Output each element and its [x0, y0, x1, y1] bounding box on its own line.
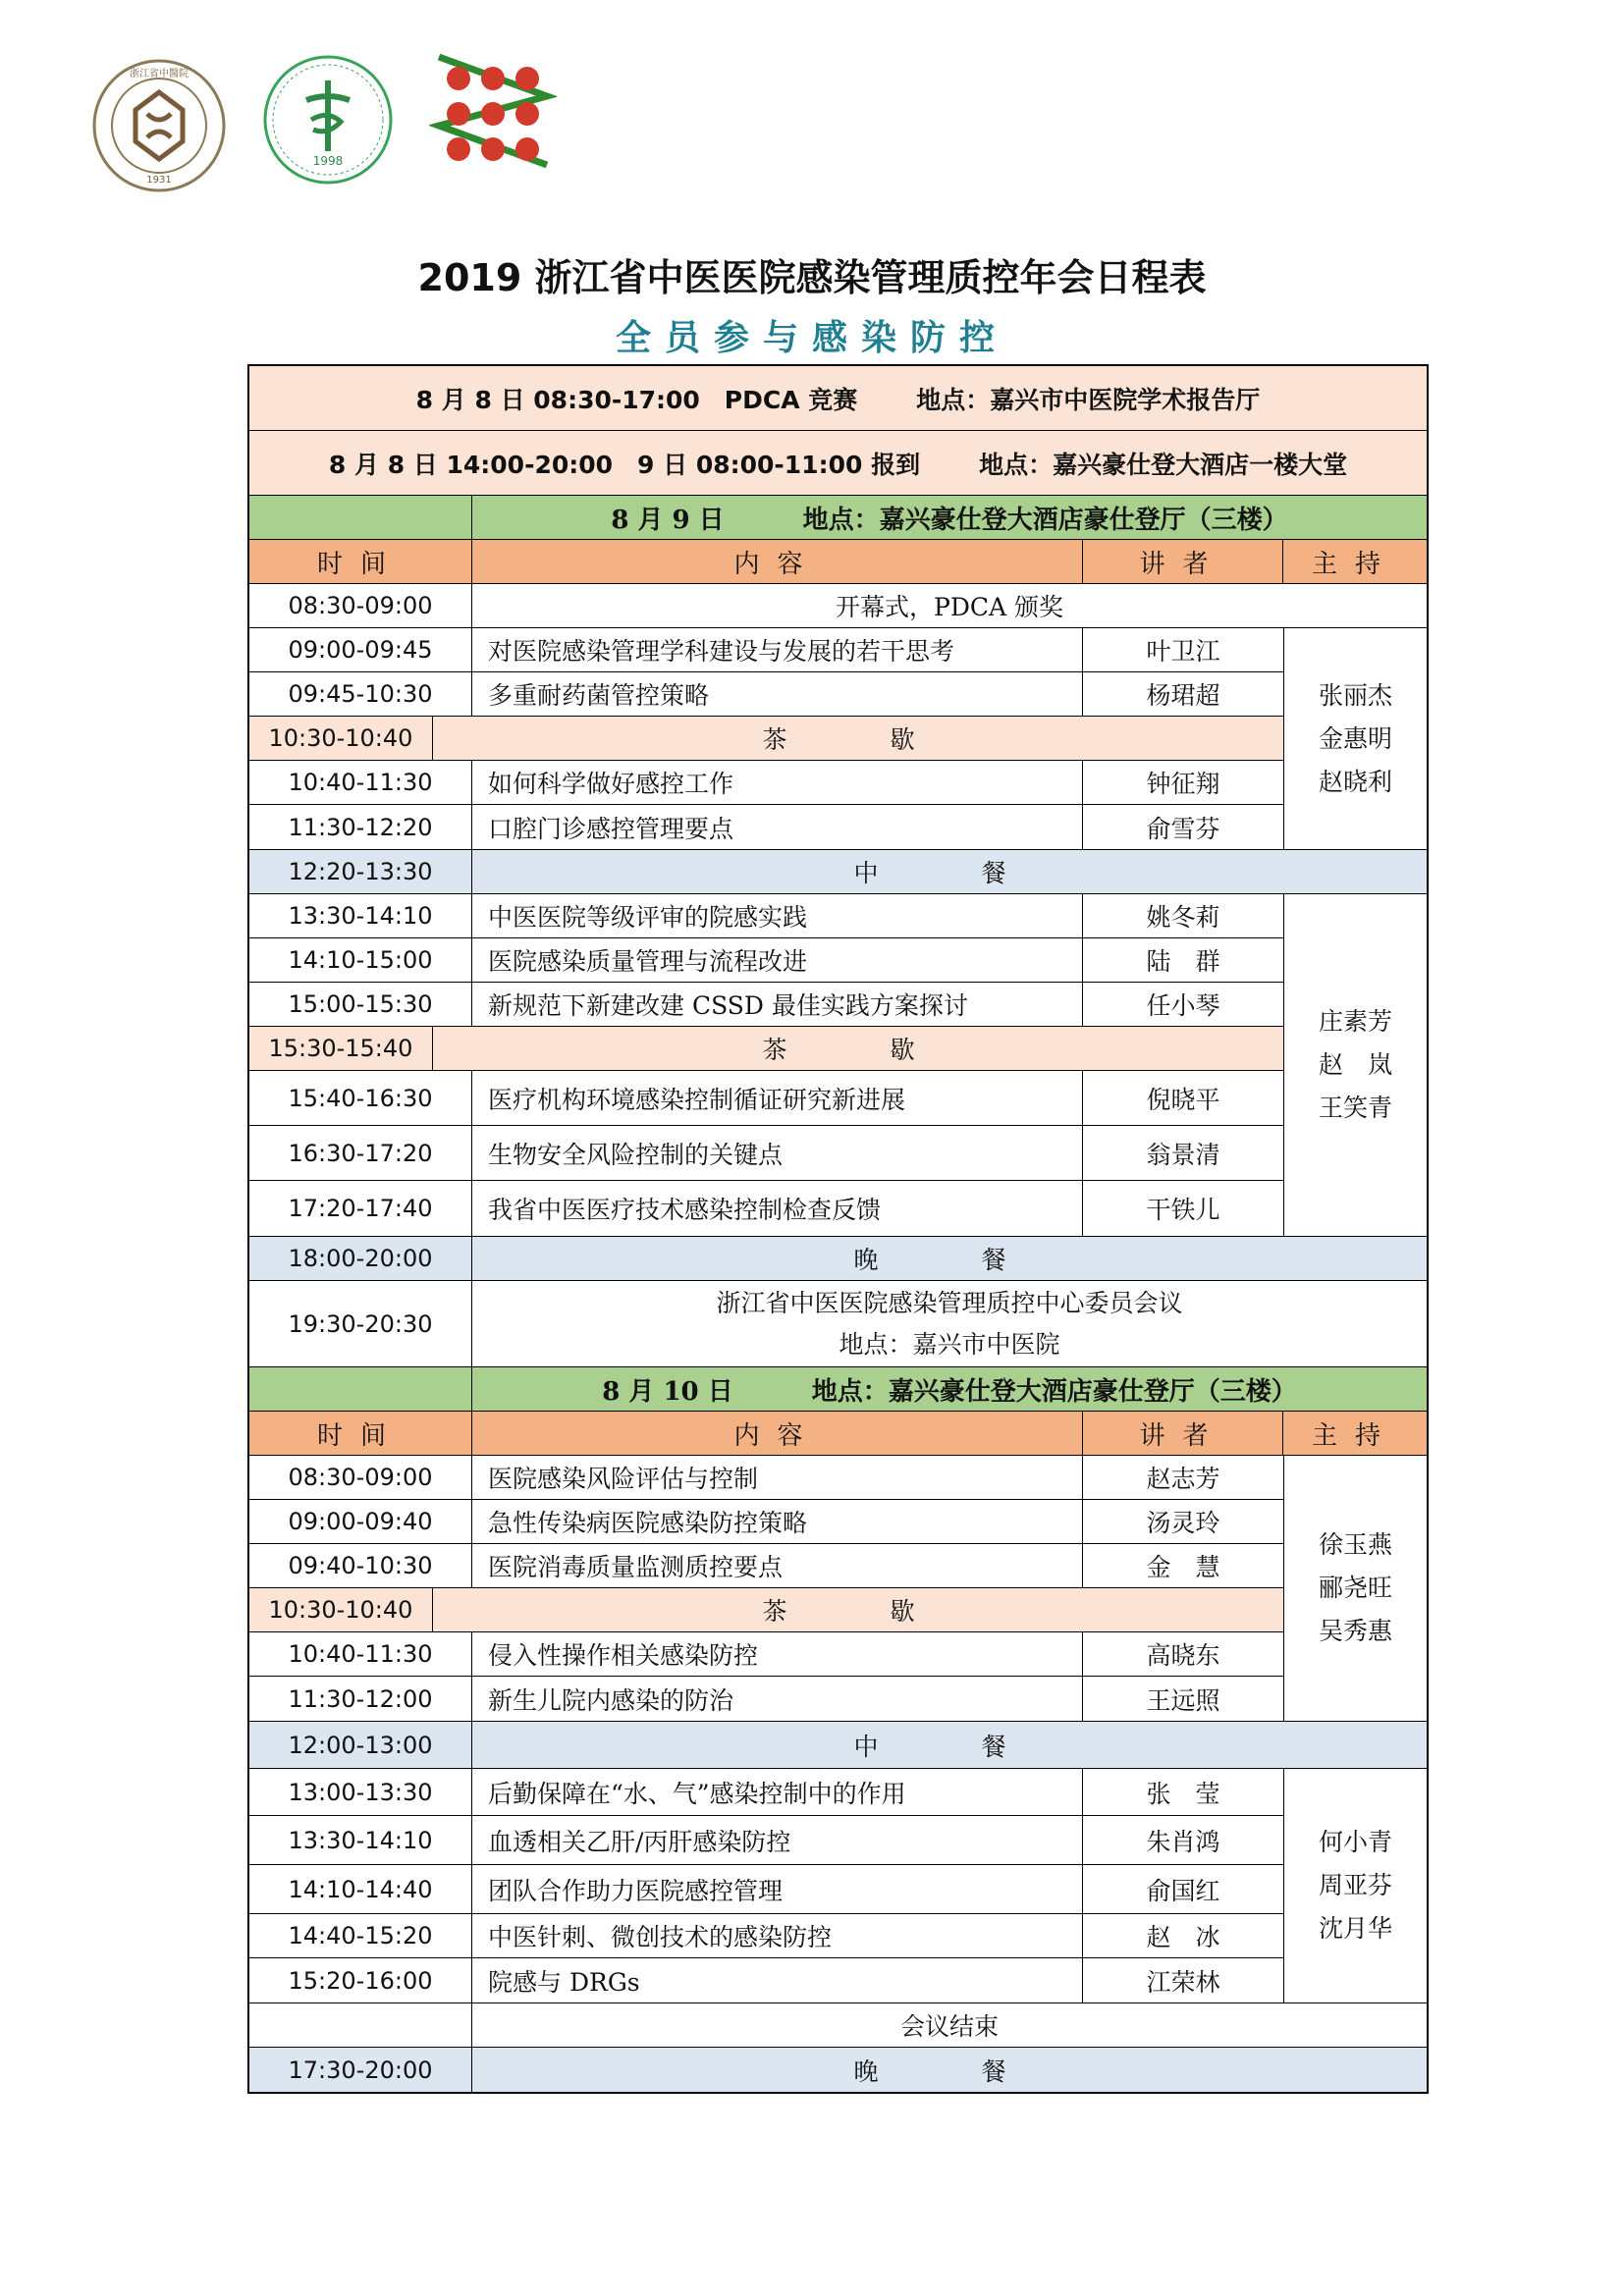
table-row: 09:00-09:45 对医院感染管理学科建设与发展的若干思考 叶卫江	[249, 628, 1283, 672]
table-row: 09:00-09:40 急性传染病医院感染防控策略 汤灵玲	[249, 1500, 1283, 1544]
day1-afternoon-block	[249, 894, 1427, 1237]
table-row: 11:30-12:20 口腔门诊感控管理要点 俞雪芬	[249, 805, 1283, 849]
dinner-row: 17:30-20:00 晚 餐	[249, 2048, 1427, 2092]
infection-control-center-logo	[262, 53, 395, 190]
page-subtitle: 全员参与感染防控	[615, 317, 1008, 358]
dinner-row: 18:00-20:00 晚 餐	[249, 1237, 1427, 1281]
table-row: 08:30-09:00 医院感染风险评估与控制 赵志芳	[249, 1456, 1283, 1500]
day2-column-headers: 时间 内容 讲者 主持	[249, 1412, 1427, 1456]
logo-bar	[90, 47, 581, 189]
day2-afternoon-block	[249, 1769, 1427, 2003]
table-row: 13:30-14:10 中医医院等级评审的院感实践 姚冬莉	[249, 894, 1283, 938]
day2-place: 地点：嘉兴豪仕登大酒店豪仕登厅（三楼）	[811, 1376, 1297, 1407]
table-row: 09:40-10:30 医院消毒质量监测质控要点 金 慧	[249, 1544, 1283, 1588]
info-time: 8 月 8 日 08:30-17:00 PDCA 竞赛	[415, 385, 858, 414]
table-row: 14:10-15:00 医院感染质量管理与流程改进 陆 群	[249, 938, 1283, 983]
day2-morning-block	[249, 1456, 1427, 1722]
table-row: 10:40-11:30 如何科学做好感控工作 钟征翔	[249, 761, 1283, 805]
table-row: 16:30-17:20 生物安全风险控制的关键点 翁景清	[249, 1126, 1283, 1181]
conference-logo	[429, 47, 557, 185]
schedule-table	[247, 364, 1429, 2094]
zhejiang-tcm-hospital-logo	[90, 57, 228, 194]
table-row: 15:00-15:30 新规范下新建改建 CSSD 最佳实践方案探讨 任小琴	[249, 983, 1283, 1027]
table-row: 10:40-11:30 侵入性操作相关感染防控 高晓东	[249, 1632, 1283, 1677]
lunch-row: 12:00-13:00 中 餐	[249, 1722, 1427, 1769]
day1-place: 地点：嘉兴豪仕登大酒店豪仕登厅（三楼）	[802, 505, 1288, 535]
day2-header	[249, 1367, 1427, 1412]
svg-text:1931: 1931	[146, 175, 172, 186]
table-row: 15:40-16:30 医疗机构环境感染控制循证研究新进展 倪晓平	[249, 1071, 1283, 1126]
committee-meeting-row: 19:30-20:30 浙江省中医医院感染管理质控中心委员会议 地点：嘉兴市中医院	[249, 1281, 1427, 1367]
table-row: 11:30-12:00 新生儿院内感染的防治 王远照	[249, 1677, 1283, 1721]
info-row-pdca	[249, 366, 1427, 431]
col-speaker: 讲者	[1083, 540, 1283, 583]
day1-date: 8 月 9 日	[611, 505, 725, 535]
tea-break-row: 10:30-10:40 茶 歇	[249, 1588, 1283, 1632]
tea-break-row: 15:30-15:40 茶 歇	[249, 1027, 1283, 1071]
svg-text:浙江省中醫院: 浙江省中醫院	[130, 69, 189, 80]
host-list: 张丽杰 金惠明 赵晓利	[1283, 628, 1427, 849]
info-time: 8 月 8 日 14:00-20:00 9 日 08:00-11:00 报到	[328, 450, 921, 479]
table-row: 09:45-10:30 多重耐药菌管控策略 杨珺超	[249, 672, 1283, 717]
table-row: 15:20-16:00 院感与 DRGs 江荣林	[249, 1958, 1283, 2002]
page-title: 2019 浙江省中医医院感染管理质控年会日程表	[417, 256, 1207, 299]
table-row: 14:40-15:20 中医针刺、微创技术的感染防控 赵 冰	[249, 1914, 1283, 1958]
svg-text:1998: 1998	[312, 154, 344, 168]
table-row: 08:30-09:00 开幕式，PDCA 颁奖	[249, 584, 1427, 628]
col-content: 内容	[472, 540, 1083, 583]
info-place: 地点：嘉兴市中医院学术报告厅	[916, 385, 1261, 414]
info-row-registration	[249, 431, 1427, 496]
host-list: 徐玉燕 郦尧旺 吴秀惠	[1283, 1456, 1427, 1721]
day1-column-headers	[249, 540, 1427, 584]
host-list: 庄素芳 赵 岚 王笑青	[1283, 894, 1427, 1236]
host-list: 何小青 周亚芬 沈月华	[1283, 1769, 1427, 2002]
tea-break-row: 10:30-10:40 茶 歇	[249, 717, 1283, 761]
table-row: 17:20-17:40 我省中医医疗技术感染控制检查反馈 干铁儿	[249, 1181, 1283, 1236]
closing-row: 会议结束	[249, 2003, 1427, 2048]
table-row: 13:30-14:10 血透相关乙肝/丙肝感染防控 朱肖鸿	[249, 1816, 1283, 1865]
col-host: 主持	[1311, 549, 1398, 579]
table-row: 14:10-14:40 团队合作助力医院感控管理 俞国红	[249, 1865, 1283, 1914]
info-place: 地点：嘉兴豪仕登大酒店一楼大堂	[979, 450, 1348, 479]
day2-date: 8 月 10 日	[602, 1376, 733, 1407]
col-time: 时间	[249, 540, 472, 583]
lunch-row: 12:20-13:30 中 餐	[249, 850, 1427, 894]
day1-morning-block	[249, 628, 1427, 850]
table-row: 13:00-13:30 后勤保障在“水、气”感染控制中的作用 张 莹	[249, 1769, 1283, 1816]
day1-header	[249, 496, 1427, 540]
